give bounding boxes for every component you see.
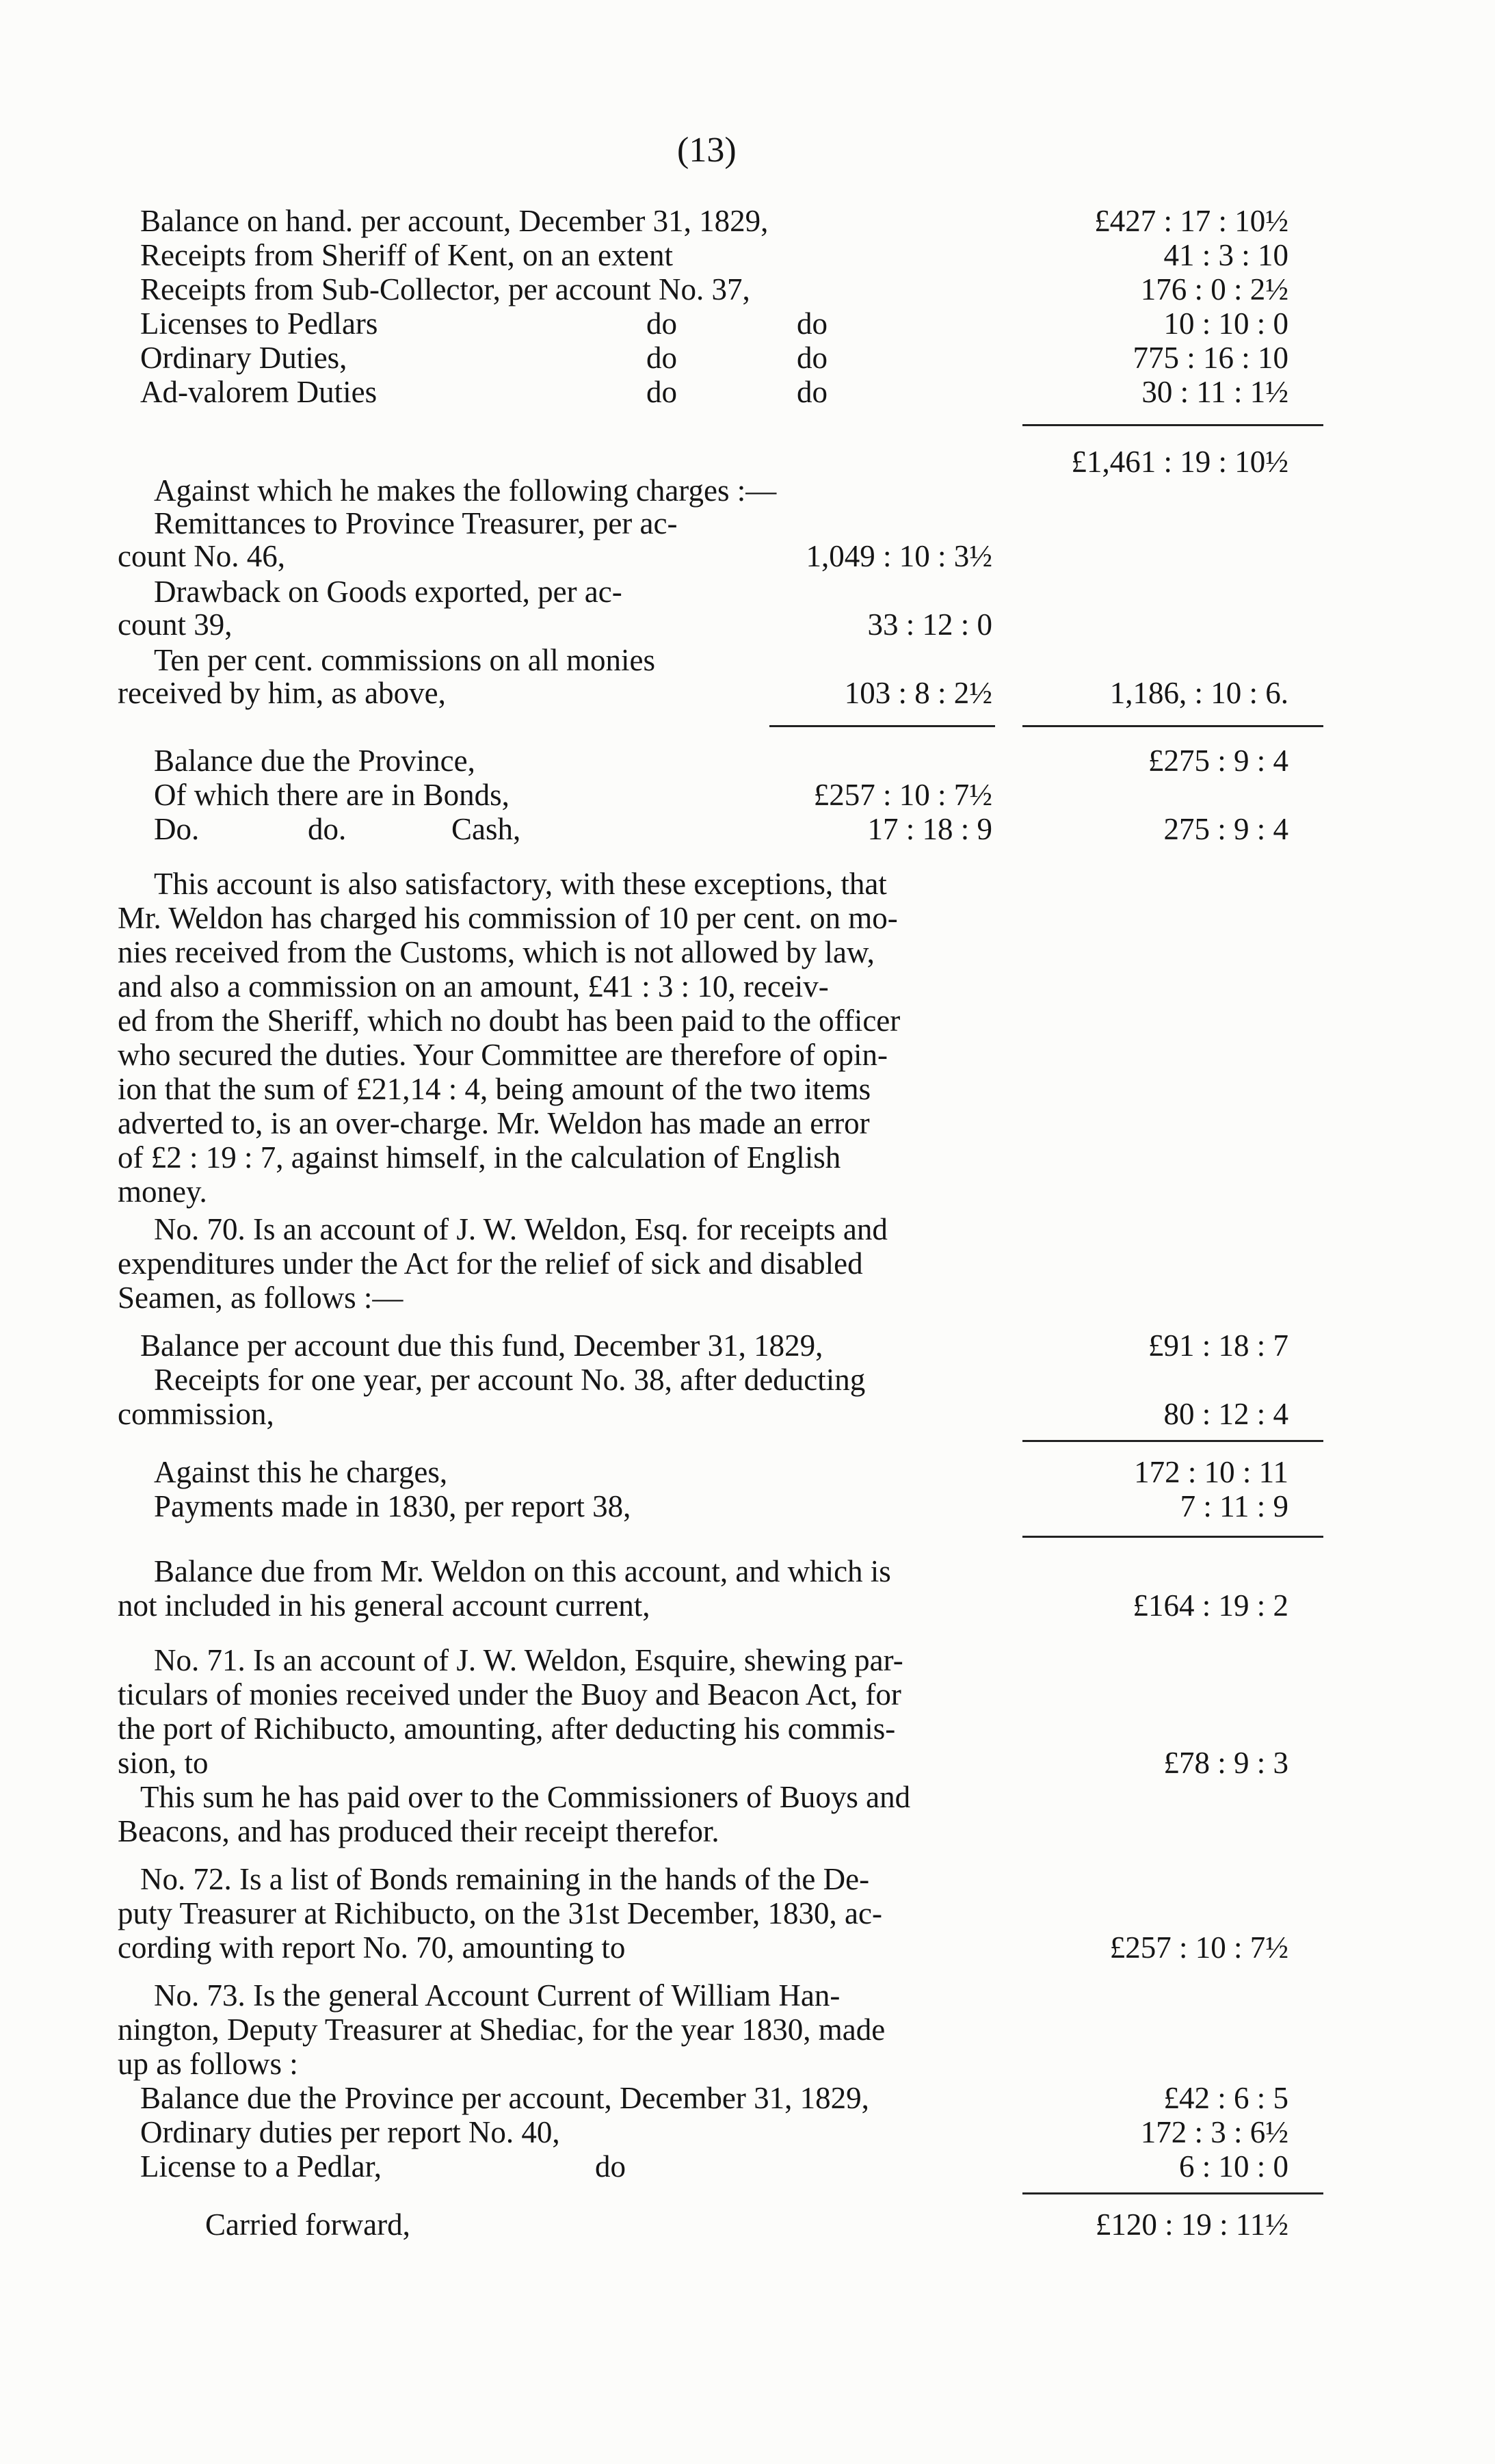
charge-2-amount: 33 : 12 : 0 (867, 607, 992, 642)
receipt-amount-2: 41 : 3 : 10 (1163, 238, 1288, 272)
ditto-mark: do (797, 306, 828, 341)
cash-amount: 17 : 18 : 9 (867, 812, 992, 846)
page-number: (13) (677, 131, 737, 170)
item-71-line: This sum he has paid over to the Commissioners of Buoys and (140, 1780, 911, 1814)
total-rule (1022, 725, 1323, 727)
ditto-mark: do. (308, 812, 347, 846)
seamen-against-label: Against this he charges, (154, 1455, 448, 1489)
paragraph-line: ed from the Sheriff, which no doubt has been paid to the officer (118, 1004, 901, 1038)
ditto-mark: do (646, 341, 677, 375)
seamen-receipts-amount: 80 : 12 : 4 (1163, 1397, 1288, 1431)
receipt-line-5: Ordinary Duties, (140, 341, 347, 375)
receipt-line-2: Receipts from Sheriff of Kent, on an extent (140, 238, 673, 272)
receipt-amount-1: £427 : 17 : 10½ (1094, 204, 1288, 238)
paragraph-line: This account is also satisfactory, with these exceptions, that (154, 867, 887, 901)
shediac-license-label: License to a Pedlar, (140, 2149, 382, 2184)
total-rule (1022, 1440, 1323, 1442)
item-70-line: Seamen, as follows :— (118, 1281, 403, 1315)
seamen-against-amount: 172 : 10 : 11 (1134, 1455, 1288, 1489)
seamen-receipts-line-1: Receipts for one year, per account No. 38, after deducting (154, 1363, 866, 1397)
charge-1-line-2: count No. 46, (118, 539, 285, 573)
charges-intro: Against which he makes the following charges :— (154, 473, 777, 508)
bonds-label: Of which there are in Bonds, (154, 778, 510, 812)
ditto-mark: Do. (154, 812, 200, 846)
receipt-amount-5: 775 : 16 : 10 (1133, 341, 1288, 375)
shediac-balance-label: Balance due the Province per account, December 31, 1829, (140, 2081, 869, 2115)
balance-amount: £275 : 9 : 4 (1148, 744, 1288, 778)
ditto-mark: do (646, 375, 677, 409)
seamen-receipts-line-2: commission, (118, 1397, 274, 1431)
item-71-line: ticulars of monies received under the Buoy and Beacon Act, for (118, 1677, 901, 1712)
seamen-due-line-2: not included in his general account current, (118, 1588, 650, 1623)
shediac-license-amount: 6 : 10 : 0 (1178, 2149, 1288, 2184)
item-70-line: No. 70. Is an account of J. W. Weldon, Esq. for receipts and (154, 1212, 888, 1246)
charges-total: 1,186, : 10 : 6. (1109, 676, 1288, 710)
charge-1-amount: 1,049 : 10 : 3½ (806, 539, 992, 573)
item-72-line: No. 72. Is a list of Bonds remaining in the hands of the De- (140, 1862, 870, 1896)
receipt-amount-6: 30 : 11 : 1½ (1141, 375, 1288, 409)
paragraph-line: Mr. Weldon has charged his commission of 10 per cent. on mo- (118, 901, 898, 935)
receipt-line-3: Receipts from Sub-Collector, per account No. 37, (140, 272, 750, 306)
cash-label: Cash, (451, 812, 521, 846)
ditto-mark: do (797, 341, 828, 375)
charge-3-line-2: received by him, as above, (118, 676, 446, 710)
cash-total: 275 : 9 : 4 (1163, 812, 1288, 846)
item-72-line: puty Treasurer at Richibucto, on the 31st December, 1830, ac- (118, 1896, 882, 1930)
total-rule (1022, 1536, 1323, 1538)
item-71-amount: £78 : 9 : 3 (1163, 1746, 1288, 1780)
receipts-total: £1,461 : 19 : 10½ (1071, 445, 1288, 479)
receipt-line-6: Ad-valorem Duties (140, 375, 378, 409)
item-73-line: nington, Deputy Treasurer at Shediac, for the year 1830, made (118, 2013, 886, 2047)
paragraph-line: who secured the duties. Your Committee are therefore of opin- (118, 1038, 888, 1072)
item-71-line: Beacons, and has produced their receipt therefor. (118, 1814, 719, 1848)
receipt-amount-3: 176 : 0 : 2½ (1140, 272, 1288, 306)
item-70-line: expenditures under the Act for the relief of sick and disabled (118, 1246, 863, 1281)
item-73-line: No. 73. Is the general Account Current of William Han- (154, 1978, 841, 2013)
paragraph-line: adverted to, is an over-charge. Mr. Weldon has made an error (118, 1106, 870, 1140)
seamen-payments-amount: 7 : 11 : 9 (1180, 1489, 1288, 1523)
item-71-line: the port of Richibucto, amounting, after deducting his commis- (118, 1712, 896, 1746)
carried-forward-label: Carried forward, (205, 2207, 410, 2242)
charge-1-line-1: Remittances to Province Treasurer, per ac- (154, 506, 678, 540)
total-rule (1022, 424, 1323, 426)
charge-3-amount: 103 : 8 : 2½ (844, 676, 992, 710)
paragraph-line: money. (118, 1175, 207, 1209)
item-73-line: up as follows : (118, 2047, 298, 2081)
shediac-balance-amount: £42 : 6 : 5 (1163, 2081, 1288, 2115)
item-71-line: sion, to (118, 1746, 209, 1780)
subtotal-rule (769, 725, 995, 727)
seamen-balance-amount: £91 : 18 : 7 (1148, 1328, 1288, 1363)
paragraph-line: of £2 : 19 : 7, against himself, in the calculation of English (118, 1140, 841, 1175)
carried-forward-amount: £120 : 19 : 11½ (1095, 2207, 1288, 2242)
ditto-mark: do (595, 2149, 626, 2184)
item-72-line: cording with report No. 70, amounting to (118, 1930, 626, 1965)
receipt-amount-4: 10 : 10 : 0 (1163, 306, 1288, 341)
item-72-amount: £257 : 10 : 7½ (1109, 1930, 1288, 1965)
charge-2-line-1: Drawback on Goods exported, per ac- (154, 575, 622, 609)
receipt-line-4: Licenses to Pedlars (140, 306, 378, 341)
shediac-ordinary-amount: 172 : 3 : 6½ (1140, 2115, 1288, 2149)
shediac-ordinary-label: Ordinary duties per report No. 40, (140, 2115, 560, 2149)
bonds-amount: £257 : 10 : 7½ (813, 778, 992, 812)
ditto-mark: do (797, 375, 828, 409)
balance-label: Balance due the Province, (154, 744, 475, 778)
charge-2-line-2: count 39, (118, 607, 233, 642)
total-rule (1022, 2192, 1323, 2194)
seamen-balance-label: Balance per account due this fund, December 31, 1829, (140, 1328, 823, 1363)
paragraph-line: nies received from the Customs, which is not allowed by law, (118, 935, 875, 969)
seamen-due-line-1: Balance due from Mr. Weldon on this account, and which is (154, 1554, 891, 1588)
paragraph-line: ion that the sum of £21,14 : 4, being amount of the two items (118, 1072, 871, 1106)
paragraph-line: and also a commission on an amount, £41 : 3 : 10, receiv- (118, 969, 829, 1004)
seamen-due-amount: £164 : 19 : 2 (1133, 1588, 1288, 1623)
ditto-mark: do (646, 306, 677, 341)
seamen-payments-label: Payments made in 1830, per report 38, (154, 1489, 631, 1523)
item-71-line: No. 71. Is an account of J. W. Weldon, Esquire, shewing par- (154, 1643, 903, 1677)
receipt-line-1: Balance on hand. per account, December 31, 1829, (140, 204, 769, 238)
charge-3-line-1: Ten per cent. commissions on all monies (154, 643, 655, 677)
